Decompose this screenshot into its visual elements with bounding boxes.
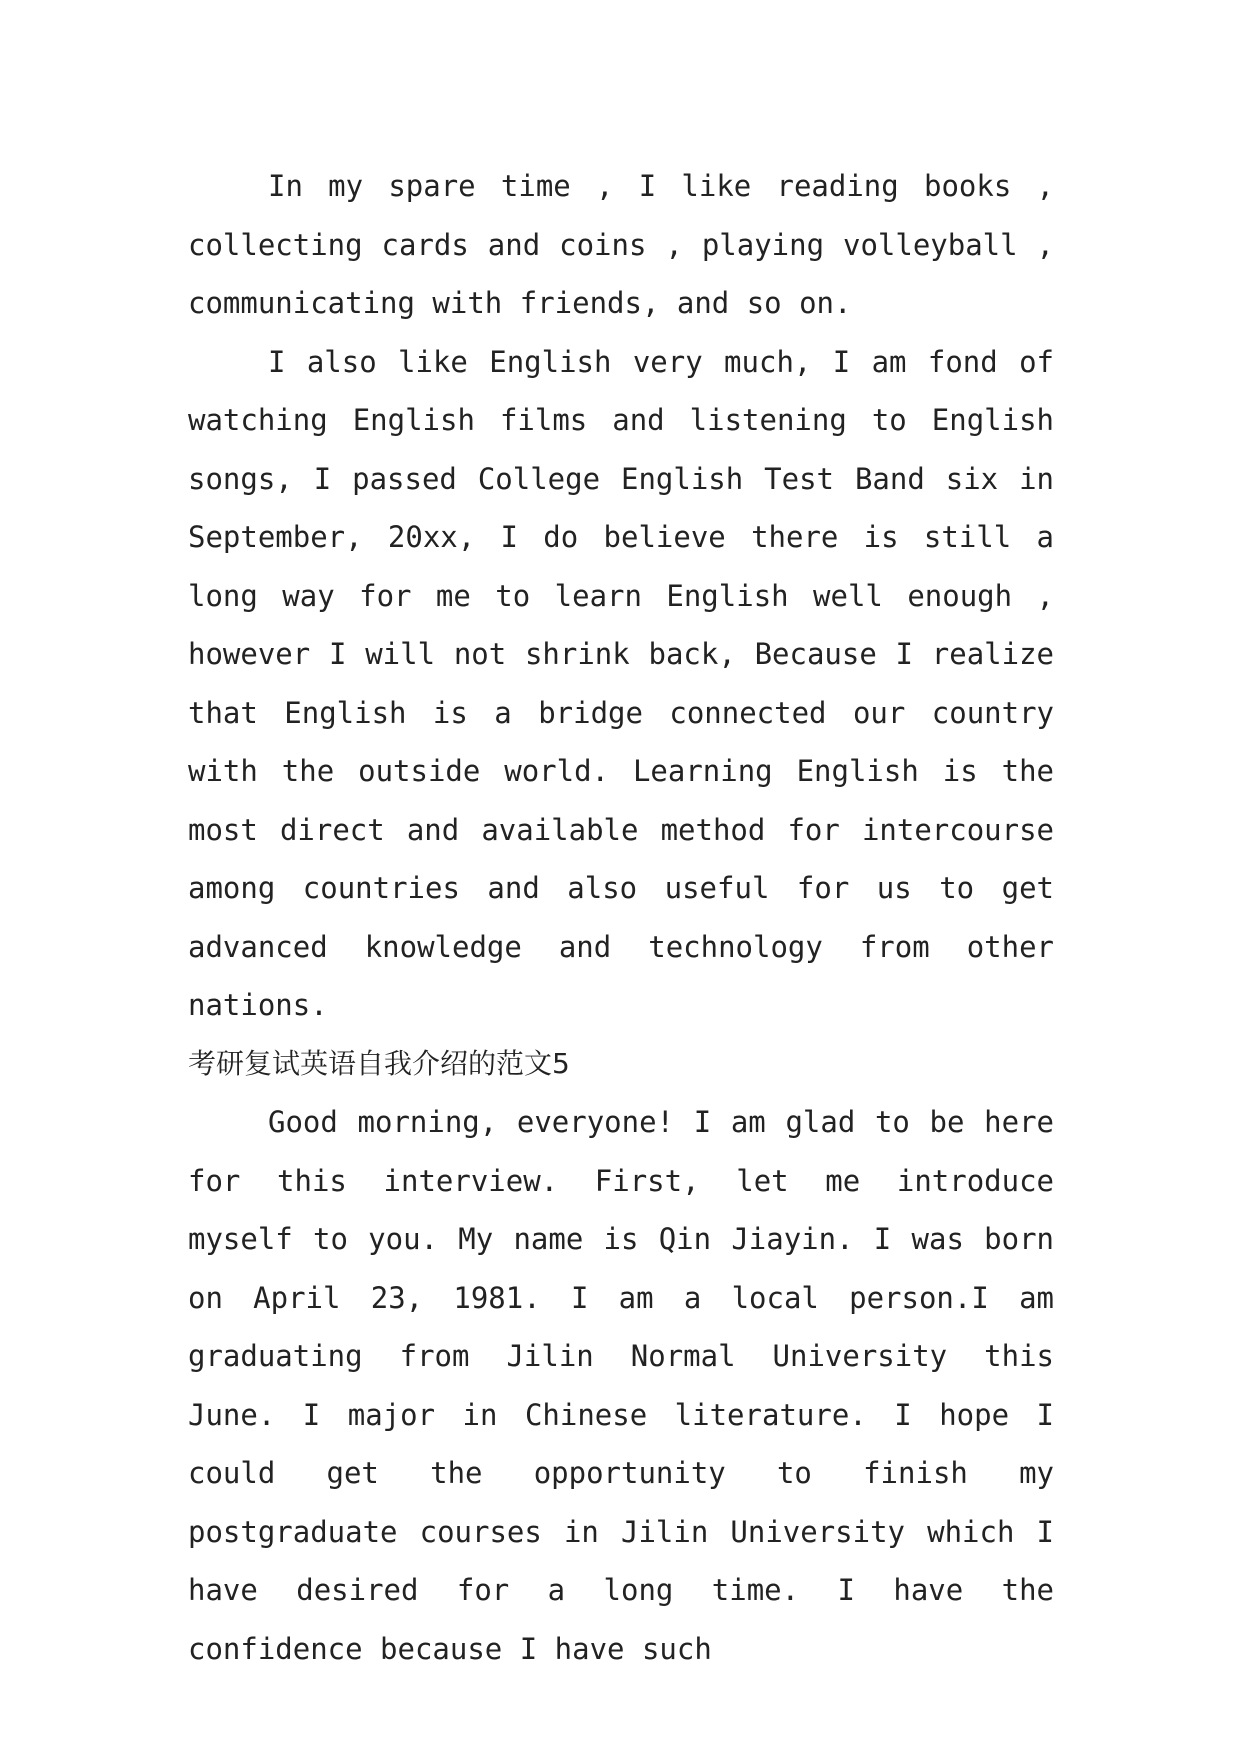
paragraph-hobbies: In my spare time , I like reading books , collecting cards and coins , playing volleyball , communicating with friends, and so on. [188, 169, 1054, 320]
paragraph-english: I also like English very much, I am fond of watching English films and listening to English songs, I passed College English Test Band six in September, 20xx, I do believe there is still a long way for me to learn English well enough , however I will not shrink back, Because I realize that English is a bridge connected our country with the outside world. Learning English is the most direct and available method for intercourse among countries and also useful for us to get advanced knowledge and technology from other nations. [188, 344, 1054, 1022]
section-heading: 考研复试英语自我介绍的范文5 [188, 1046, 570, 1080]
document-body [188, 157, 1054, 1678]
paragraph-introduction: Good morning, everyone! I am glad to be here for this interview. First, let me introduce myself to you. My name is Qin Jiayin. I was born on April 23, 1981. I am a local person.I am graduating from Jilin Normal University this June. I major in Chinese literature. I hope I could get the opportunity to finish my postgraduate courses in Jilin University which I have desired for a long time. I have the confidence because I have such [188, 1105, 1054, 1666]
